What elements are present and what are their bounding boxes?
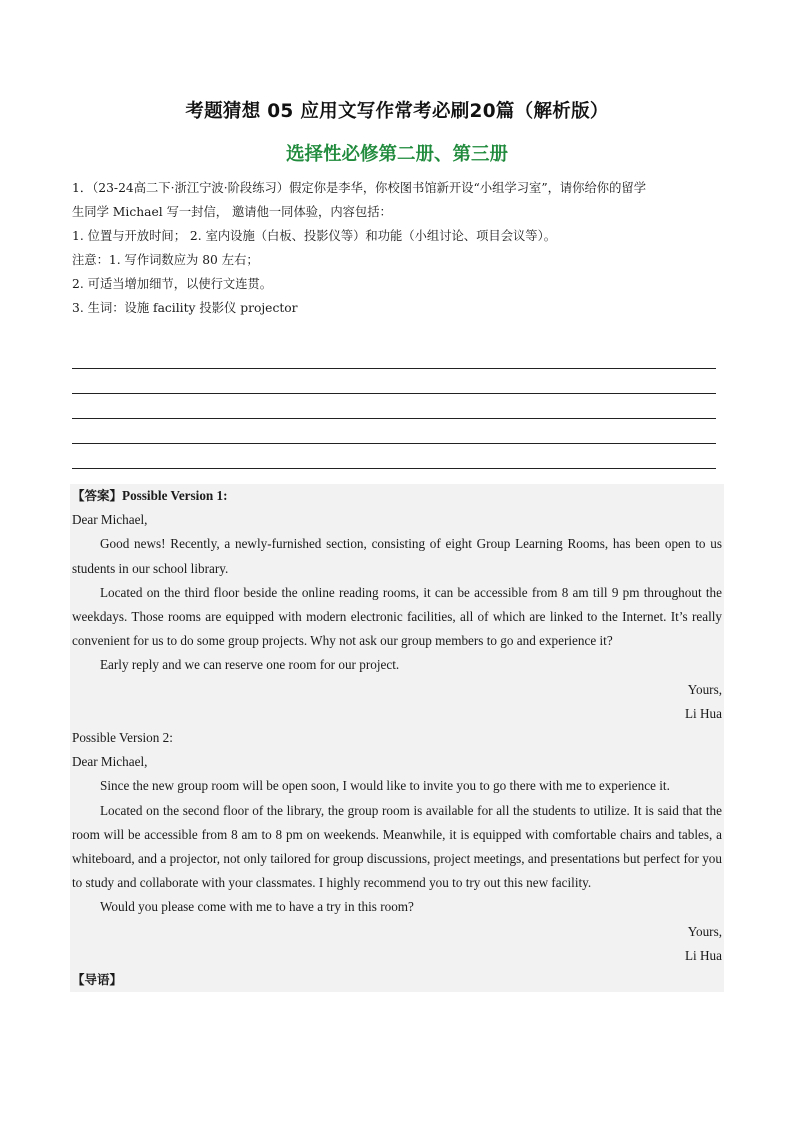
v2-signature: Li Hua xyxy=(685,947,722,963)
v2-paragraph-1: Since the new group room will be open soon, I would like to invite you to go there with me to experience it. xyxy=(100,778,670,794)
writing-line xyxy=(72,419,716,444)
answer-tag: 【答案】 xyxy=(72,488,123,503)
question-note-3: 3. 生词：设施 facility 投影仪 projector xyxy=(72,301,298,315)
answer-section xyxy=(70,484,724,992)
version-1-label: Possible Version 1: xyxy=(122,488,228,503)
writing-line xyxy=(72,344,716,369)
v1-paragraph-1: Good news! Recently, a newly-furnished section, consisting of eight Group Learning Rooms, has been open to us students in our school library. xyxy=(72,536,722,576)
writing-line xyxy=(72,369,716,394)
writing-line xyxy=(72,444,716,469)
question-points: 1. 位置与开放时间； 2. 室内设施（白板、投影仪等）和功能（小组讨论、项目会议等）。 xyxy=(72,229,557,243)
v2-paragraph-3: Would you please come with me to have a try in this room? xyxy=(100,899,414,915)
version-2-label: Possible Version 2: xyxy=(72,730,173,746)
v1-paragraph-3: Early reply and we can reserve one room for our project. xyxy=(100,657,400,673)
answer-header xyxy=(70,484,724,508)
v1-signature: Li Hua xyxy=(685,705,722,721)
v2-paragraph-2: Located on the second floor of the library, the group room is available for all the students to utilize. It is said that the room will be accessible from 8 am to 8 pm on weekends. Meanwhile, it is equipped with comfortable chairs and tables, a whiteboard, and a projector, not only tailored for group discussions, project meetings, and presentations but perfect for you to study and collaborate with your classmates. I highly recommend you to try out this new facility. xyxy=(72,802,722,891)
v1-closing: Yours, xyxy=(687,681,722,697)
v1-paragraph-2: Located on the third floor beside the online reading rooms, it can be accessible from 8 am till 9 pm throughout the weekdays. Those rooms are equipped with modern electronic facilities, all of which are linked to the Internet. It’s really convenient for us to do some group projects. Why not ask our group members to go and experience it? xyxy=(72,584,722,649)
writing-lines xyxy=(72,344,716,494)
guide-tag: 【导语】 xyxy=(72,972,123,988)
question-block xyxy=(72,176,726,320)
writing-line xyxy=(72,394,716,419)
v2-greeting: Dear Michael, xyxy=(72,754,148,770)
question-intro-line1: 1．（23-24高二下·浙江宁波·阶段练习）假定你是李华，你校图书馆新开设“小组学习室”，请你给你的留学 xyxy=(72,181,646,195)
question-intro-line2: 生同学 Michael 写一封信， 邀请他一同体验，内容包括： xyxy=(72,205,392,219)
v1-greeting: Dear Michael, xyxy=(72,512,148,528)
page-title: 考题猜想 05 应用文写作常考必刷20篇（解析版） xyxy=(185,101,609,122)
question-note-1: 注意：1. 写作词数应为 80 左右； xyxy=(72,253,259,267)
page-subtitle: 选择性必修第二册、第三册 xyxy=(285,144,508,165)
v2-closing: Yours, xyxy=(687,923,722,939)
question-note-2: 2. 可适当增加细节，以使行文连贯。 xyxy=(72,277,273,291)
